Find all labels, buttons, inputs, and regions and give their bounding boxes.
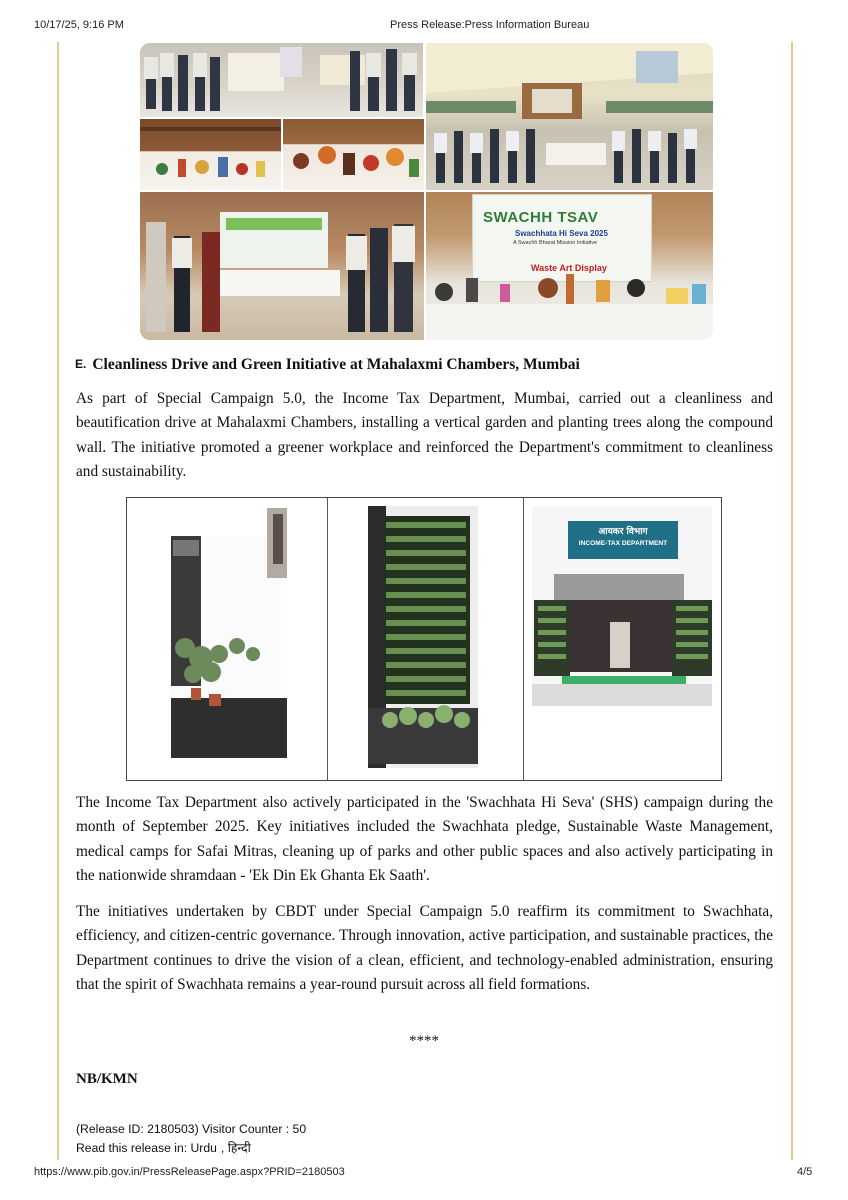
- section-marker: E.: [75, 357, 87, 371]
- photo-compound-plants-art: [127, 498, 327, 780]
- photo-hall-group: [426, 43, 713, 190]
- photo-swachhotsav-art-display: [426, 192, 713, 340]
- photo-group-gathering-art: [140, 43, 423, 117]
- left-margin-rule: [57, 42, 59, 1160]
- photo-vertical-garden-art: [328, 498, 523, 780]
- photo-group-gathering: [140, 43, 423, 117]
- language-link-hindi[interactable]: हिन्दी: [227, 1141, 251, 1155]
- paragraph-shs-campaign: The Income Tax Department also actively participated in the 'Swachhata Hi Seva' (SHS) campaign during the month of September 2025. Key initiatives included the Swachhata pledge, Sustainable Waste Management, medical camps for Safai Mitras, cleaning up of parks and other public spaces and also actively participating in the nationwide shramdaan - 'Ek Din Ek Ghanta Ek Saath'.: [76, 794, 773, 885]
- right-margin-rule: [791, 42, 793, 1160]
- photo-vertical-garden: [328, 498, 524, 780]
- income-tax-signboard: [568, 521, 678, 559]
- print-datetime: 10/17/25, 9:16 PM: [34, 19, 124, 31]
- photo-compound-plants: [127, 498, 328, 780]
- banner-title: SWACHH TSAV: [483, 209, 599, 226]
- photo-craft-display-1: [140, 119, 281, 190]
- paragraph-cbdt-commitment: The initiatives undertaken by CBDT under Special Campaign 5.0 reaffirm its commitment to Swachhata, efficiency, and citizen-centric governance. Through innovation, active participation, and sustainable practices, the Department continues to drive the vision of a clean, efficient, and technology-enabled administration, ensuring that the spirit of Swachhata remains a year-round pursuit across all field formations.: [76, 903, 773, 994]
- photo-craft-display-1-art: [140, 119, 281, 190]
- art-display-objects: [426, 192, 713, 340]
- photo-officials-with-banner: [140, 192, 424, 340]
- paragraph-mahalaxmi-drive: As part of Special Campaign 5.0, the Income Tax Department, Mumbai, carried out a cleanliness and beautification drive at Mahalaxmi Chambers, installing a vertical garden and planting trees along the compound wall. The initiative promoted a greener workplace and reinforced the Department's commitment to cleanliness and sustainability.: [76, 390, 773, 481]
- section-heading: [75, 356, 580, 374]
- event-photo-collage: [140, 43, 713, 340]
- photo-income-tax-entrance: [524, 498, 721, 780]
- footer-url: https://www.pib.gov.in/PressReleasePage.aspx?PRID=2180503: [34, 1166, 345, 1178]
- read-in-languages: [76, 1139, 251, 1156]
- signoff: NB/KMN: [76, 1071, 138, 1087]
- banner-subtitle: Swachhata Hi Seva 2025: [515, 229, 608, 238]
- banner-tag: A Swachh Bharat Mission Initiative: [513, 240, 598, 246]
- separator-stars: ****: [409, 1033, 439, 1049]
- read-prefix: Read this release in:: [76, 1141, 188, 1155]
- signboard-english: INCOME-TAX DEPARTMENT: [578, 540, 668, 547]
- mahalaxmi-photo-strip: [126, 497, 722, 781]
- language-link-urdu[interactable]: Urdu: [190, 1141, 217, 1155]
- photo-craft-display-2: [283, 119, 424, 190]
- language-separator: ,: [220, 1141, 225, 1155]
- photo-craft-display-2-art: [283, 119, 424, 190]
- footer-page-number: 4/5: [797, 1166, 813, 1178]
- section-heading-text: Cleanliness Drive and Green Initiative at Mahalaxmi Chambers, Mumbai: [92, 356, 580, 373]
- photo-hall-group-art: [426, 43, 713, 190]
- photo-officials-with-banner-art: [140, 192, 424, 340]
- print-page-title: Press Release:Press Information Bureau: [390, 19, 590, 31]
- banner-display-text: Waste Art Display: [531, 263, 607, 273]
- signboard-hindi: आयकर विभाग: [598, 527, 648, 537]
- release-id-line: (Release ID: 2180503) Visitor Counter : 50: [76, 1122, 307, 1136]
